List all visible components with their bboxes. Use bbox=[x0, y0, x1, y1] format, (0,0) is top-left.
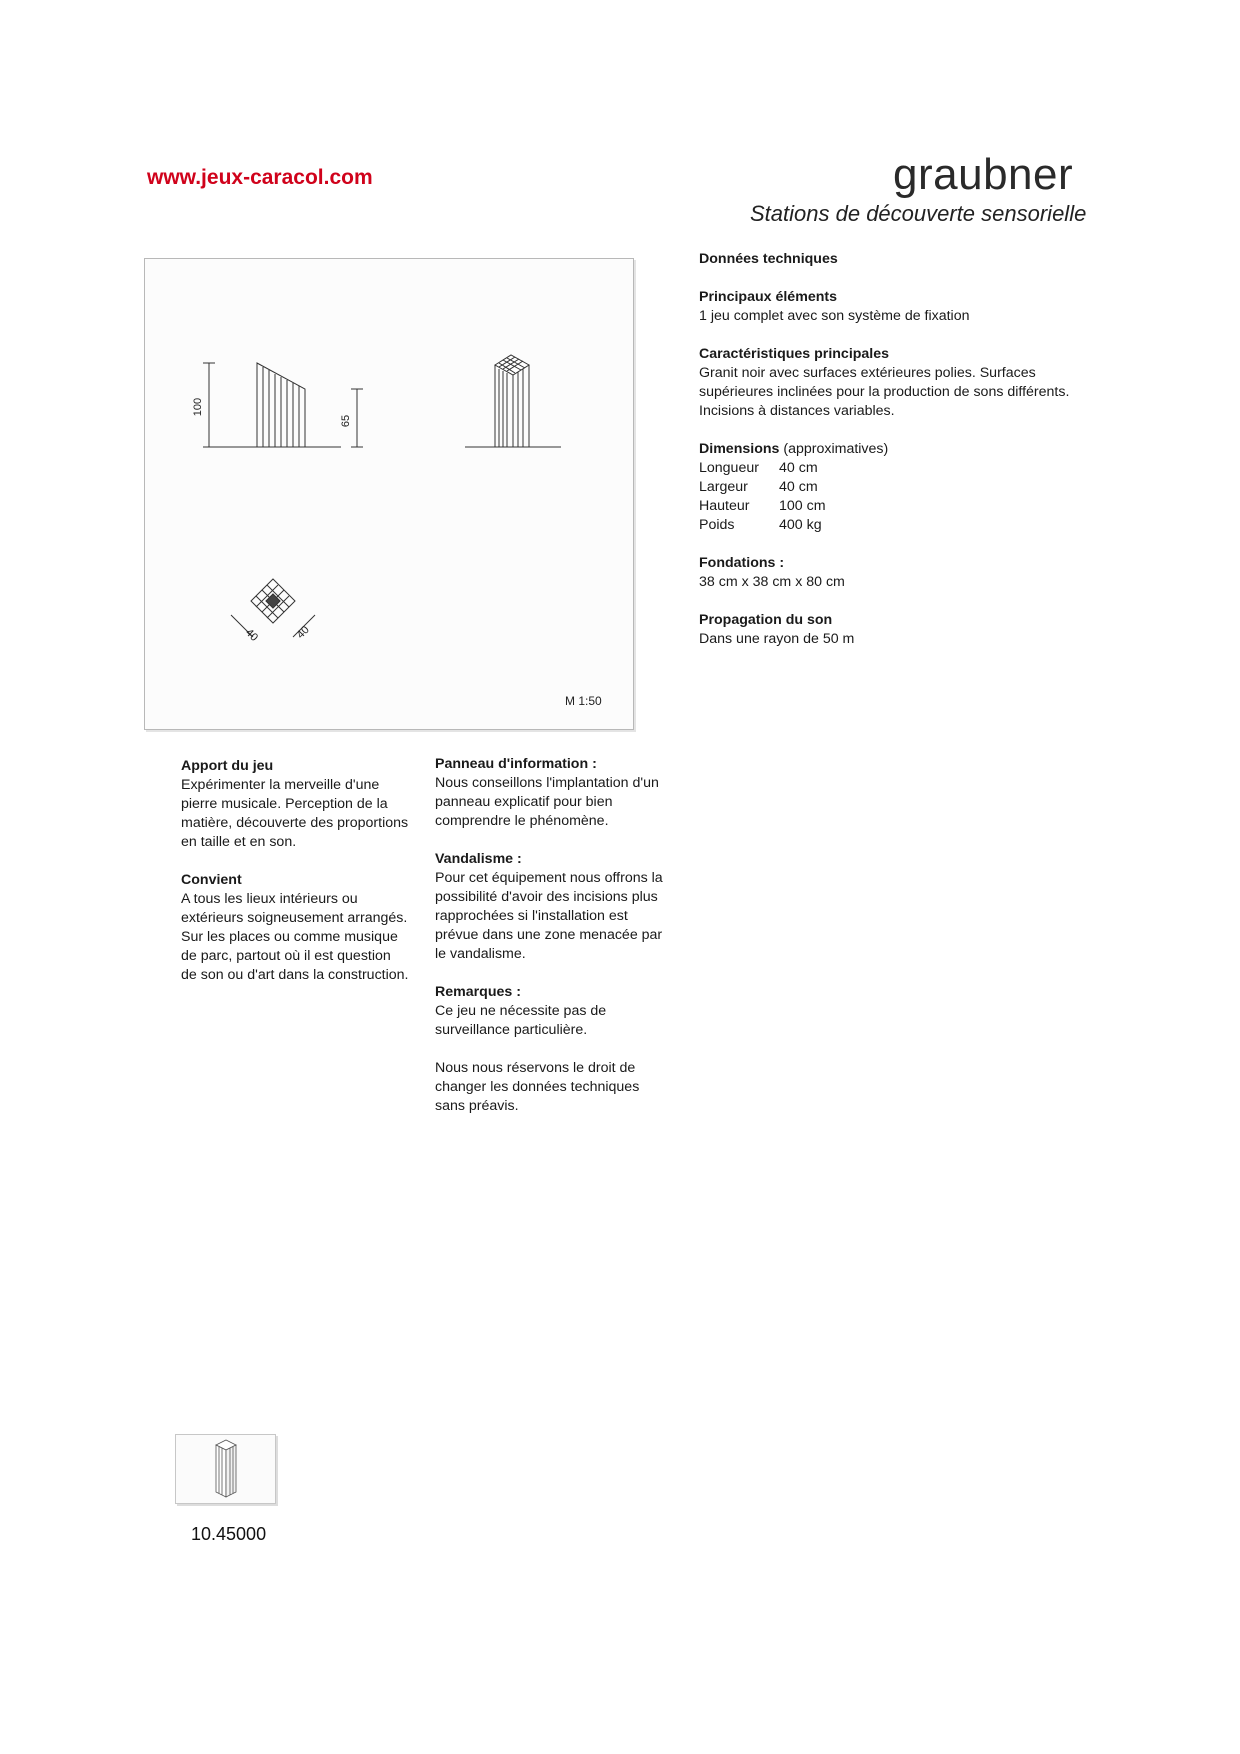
page-title: Stations de découverte sensorielle bbox=[750, 201, 1087, 226]
stone-icon bbox=[176, 1435, 275, 1503]
foundations-title: Fondations : bbox=[699, 555, 785, 571]
vandalisme-title: Vandalisme : bbox=[435, 851, 522, 867]
dim-height-short: 65 bbox=[340, 414, 352, 428]
drawing-scale: M 1:50 bbox=[565, 694, 602, 708]
perspective-view bbox=[465, 355, 561, 447]
remarques-text: Ce jeu ne nécessite pas de surveillance particulière. bbox=[435, 1003, 607, 1038]
dimension-value: 40 cm bbox=[779, 460, 818, 476]
remarques-title: Remarques : bbox=[435, 984, 521, 1000]
dimension-label: Longueur bbox=[699, 460, 759, 476]
dimension-label: Hauteur bbox=[699, 498, 750, 514]
reserve-text: Nous nous réservons le droit de changer les données techniques sans préavis. bbox=[435, 1060, 640, 1114]
dimension-label: Largeur bbox=[699, 479, 748, 495]
dimension-value: 40 cm bbox=[779, 479, 818, 495]
dimension-value: 400 kg bbox=[779, 517, 822, 533]
tech-title: Données techniques bbox=[699, 251, 838, 267]
foundations-text: 38 cm x 38 cm x 80 cm bbox=[699, 574, 845, 590]
product-thumbnail bbox=[175, 1434, 276, 1504]
dim-width-b: 40 bbox=[294, 623, 312, 642]
dimension-row bbox=[699, 459, 1099, 478]
convient-title: Convient bbox=[181, 872, 242, 888]
brand-logo: graubner bbox=[893, 150, 1074, 199]
features-text: Granit noir avec surfaces extérieures polies. Surfaces supérieures inclinées pour la production de sons différents. Incisions à distances variables. bbox=[699, 365, 1070, 419]
panneau-title: Panneau d'information : bbox=[435, 756, 597, 772]
dimension-value: 100 cm bbox=[779, 498, 826, 514]
dim-width-a: 40 bbox=[242, 626, 261, 644]
features-title: Caractéristiques principales bbox=[699, 346, 890, 362]
convient-text: A tous les lieux intérieurs ou extérieurs soigneusement arrangés. Sur les places ou comme musique de parc, partout où il est question de son ou d'art dans la construction. bbox=[181, 891, 409, 983]
apport-text: Expérimenter la merveille d'une pierre musicale. Perception de la matière, découverte des proportions en taille et en son. bbox=[181, 777, 409, 850]
dimension-row bbox=[699, 478, 1099, 497]
usage-column bbox=[181, 757, 409, 1004]
side-elevation bbox=[203, 363, 363, 447]
technical-drawing-svg bbox=[145, 259, 633, 729]
apport-title: Apport du jeu bbox=[181, 758, 274, 774]
notes-column bbox=[435, 755, 663, 1135]
sound-text: Dans une rayon de 50 m bbox=[699, 631, 855, 647]
dimension-label: Poids bbox=[699, 517, 735, 533]
sound-title: Propagation du son bbox=[699, 612, 833, 628]
product-reference: 10.45000 bbox=[191, 1524, 267, 1544]
dimension-row bbox=[699, 516, 1099, 535]
technical-data bbox=[699, 250, 1099, 668]
website-url[interactable]: www.jeux-caracol.com bbox=[147, 166, 373, 189]
dimensions-title: Dimensions bbox=[699, 441, 780, 457]
dim-height-tall: 100 bbox=[192, 397, 204, 417]
vandalisme-text: Pour cet équipement nous offrons la possibilité d'avoir des incisions plus rapprochées si l'installation est prévue dans une zone menacée par le vandalisme. bbox=[435, 870, 663, 962]
elements-text: 1 jeu complet avec son système de fixation bbox=[699, 308, 970, 324]
dimensions-note: (approximatives) bbox=[779, 441, 889, 457]
dimension-row bbox=[699, 497, 1099, 516]
elements-title: Principaux éléments bbox=[699, 289, 837, 305]
panneau-text: Nous conseillons l'implantation d'un panneau explicatif pour bien comprendre le phénomène. bbox=[435, 775, 659, 829]
technical-drawing bbox=[144, 258, 634, 730]
